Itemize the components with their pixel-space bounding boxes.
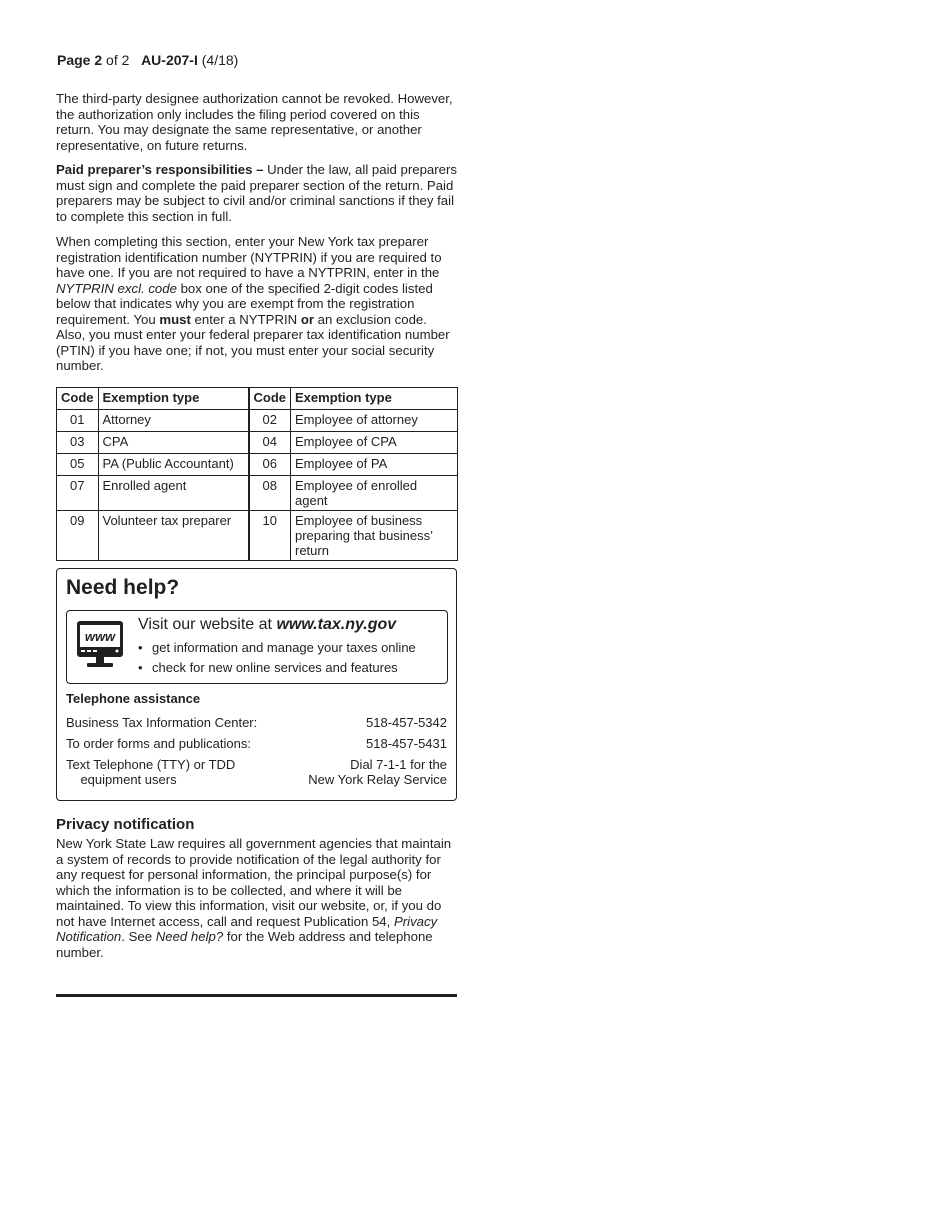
www-label: www [84,629,116,644]
table-header-row [57,388,458,410]
column-header: Exemption type [98,388,249,410]
table-row: 01 Attorney 02 Employee of attorney [57,410,458,432]
nytprin-paragraph: When completing this section, enter your New York tax preparer registration identification number (NYTPRIN) if you are required to have one. If you are not required to have a NYTPRIN, enter in the NYTPRIN excl. code box one of the specified 2-digit codes listed below that indicates why you are exempt from the registration requirement. You must enter a NYTPRIN or an exclusion code. Also, you must enter your federal preparer tax identification number (PTIN) if you have one; if not, you must enter your social security number. [56,234,450,373]
telephone-heading: Telephone assistance [66,691,201,706]
privacy-title: Privacy notification [56,816,195,833]
website-line: Visit our website at www.tax.ny.gov [138,616,397,633]
table-row: 09 Volunteer tax preparer 10 Employee of business preparing that business’ return [57,511,458,561]
website-link[interactable]: www.tax.ny.gov [276,616,397,633]
form-id: AU-207-I [141,52,198,68]
list-item: • get information and manage your taxes online [138,640,416,655]
table-row: 03 CPA 04 Employee of CPA [57,432,458,454]
privacy-paragraph: New York State Law requires all government agencies that maintain a system of records to provide notification of the legal authority for any request for personal information, the principal purpose(s) for which the information is to be collected, and where it will be maintained. To view this information, visit our website, or, if you do not have Internet access, call and request Publication 54, Privacy Notification. See Need help? for the Web address and telephone number. [56,836,452,960]
table-row: 07 Enrolled agent 08 Employee of enrolled agent [57,476,458,511]
form-date: (4/18) [201,52,239,68]
column-header: Code [57,388,99,410]
need-help-box: Need help? www Visit our website at www.tax.ny.gov • get information and manage your taxes online • check for new online services and features Telephone assistance Business Tax Information Center: 518-457-5342 To order forms and publications: 518-457-5431 Text Telephone (TTY) or TDD equipment users Dial 7-1-1 for the New York Relay Service [56,568,457,801]
phone-number: 518-457-5431 [366,736,447,751]
table-row: 05 PA (Public Accountant) 06 Employee of PA [57,454,458,476]
need-help-title: Need help? [66,576,180,599]
preparer-heading: Paid preparer’s responsibilities – [56,162,264,177]
computer-monitor-icon [75,619,125,669]
page-number: Page 2 [57,52,103,68]
bottom-rule [56,994,457,997]
website-box [66,610,448,684]
column-header: Exemption type [291,388,458,410]
phone-number: 518-457-5342 [366,715,447,730]
designee-paragraph: The third-party designee authorization cannot be revoked. However, the authorization only includes the filing period covered on this return. You may designate the same representative, or another representative, on future returns. [56,91,453,153]
page-header [57,52,238,68]
exemption-code-table [56,387,458,561]
page-total: of 2 [106,52,130,68]
list-item: • check for new online services and features [138,660,398,675]
preparer-responsibilities-paragraph: Paid preparer’s responsibilities – Under the law, all paid preparers must sign and complete the paid preparer section of the return. Paid preparers may be subject to civil and/or criminal sanctions if they fail to complete this section in full. [56,162,457,224]
column-header: Code [249,388,291,410]
